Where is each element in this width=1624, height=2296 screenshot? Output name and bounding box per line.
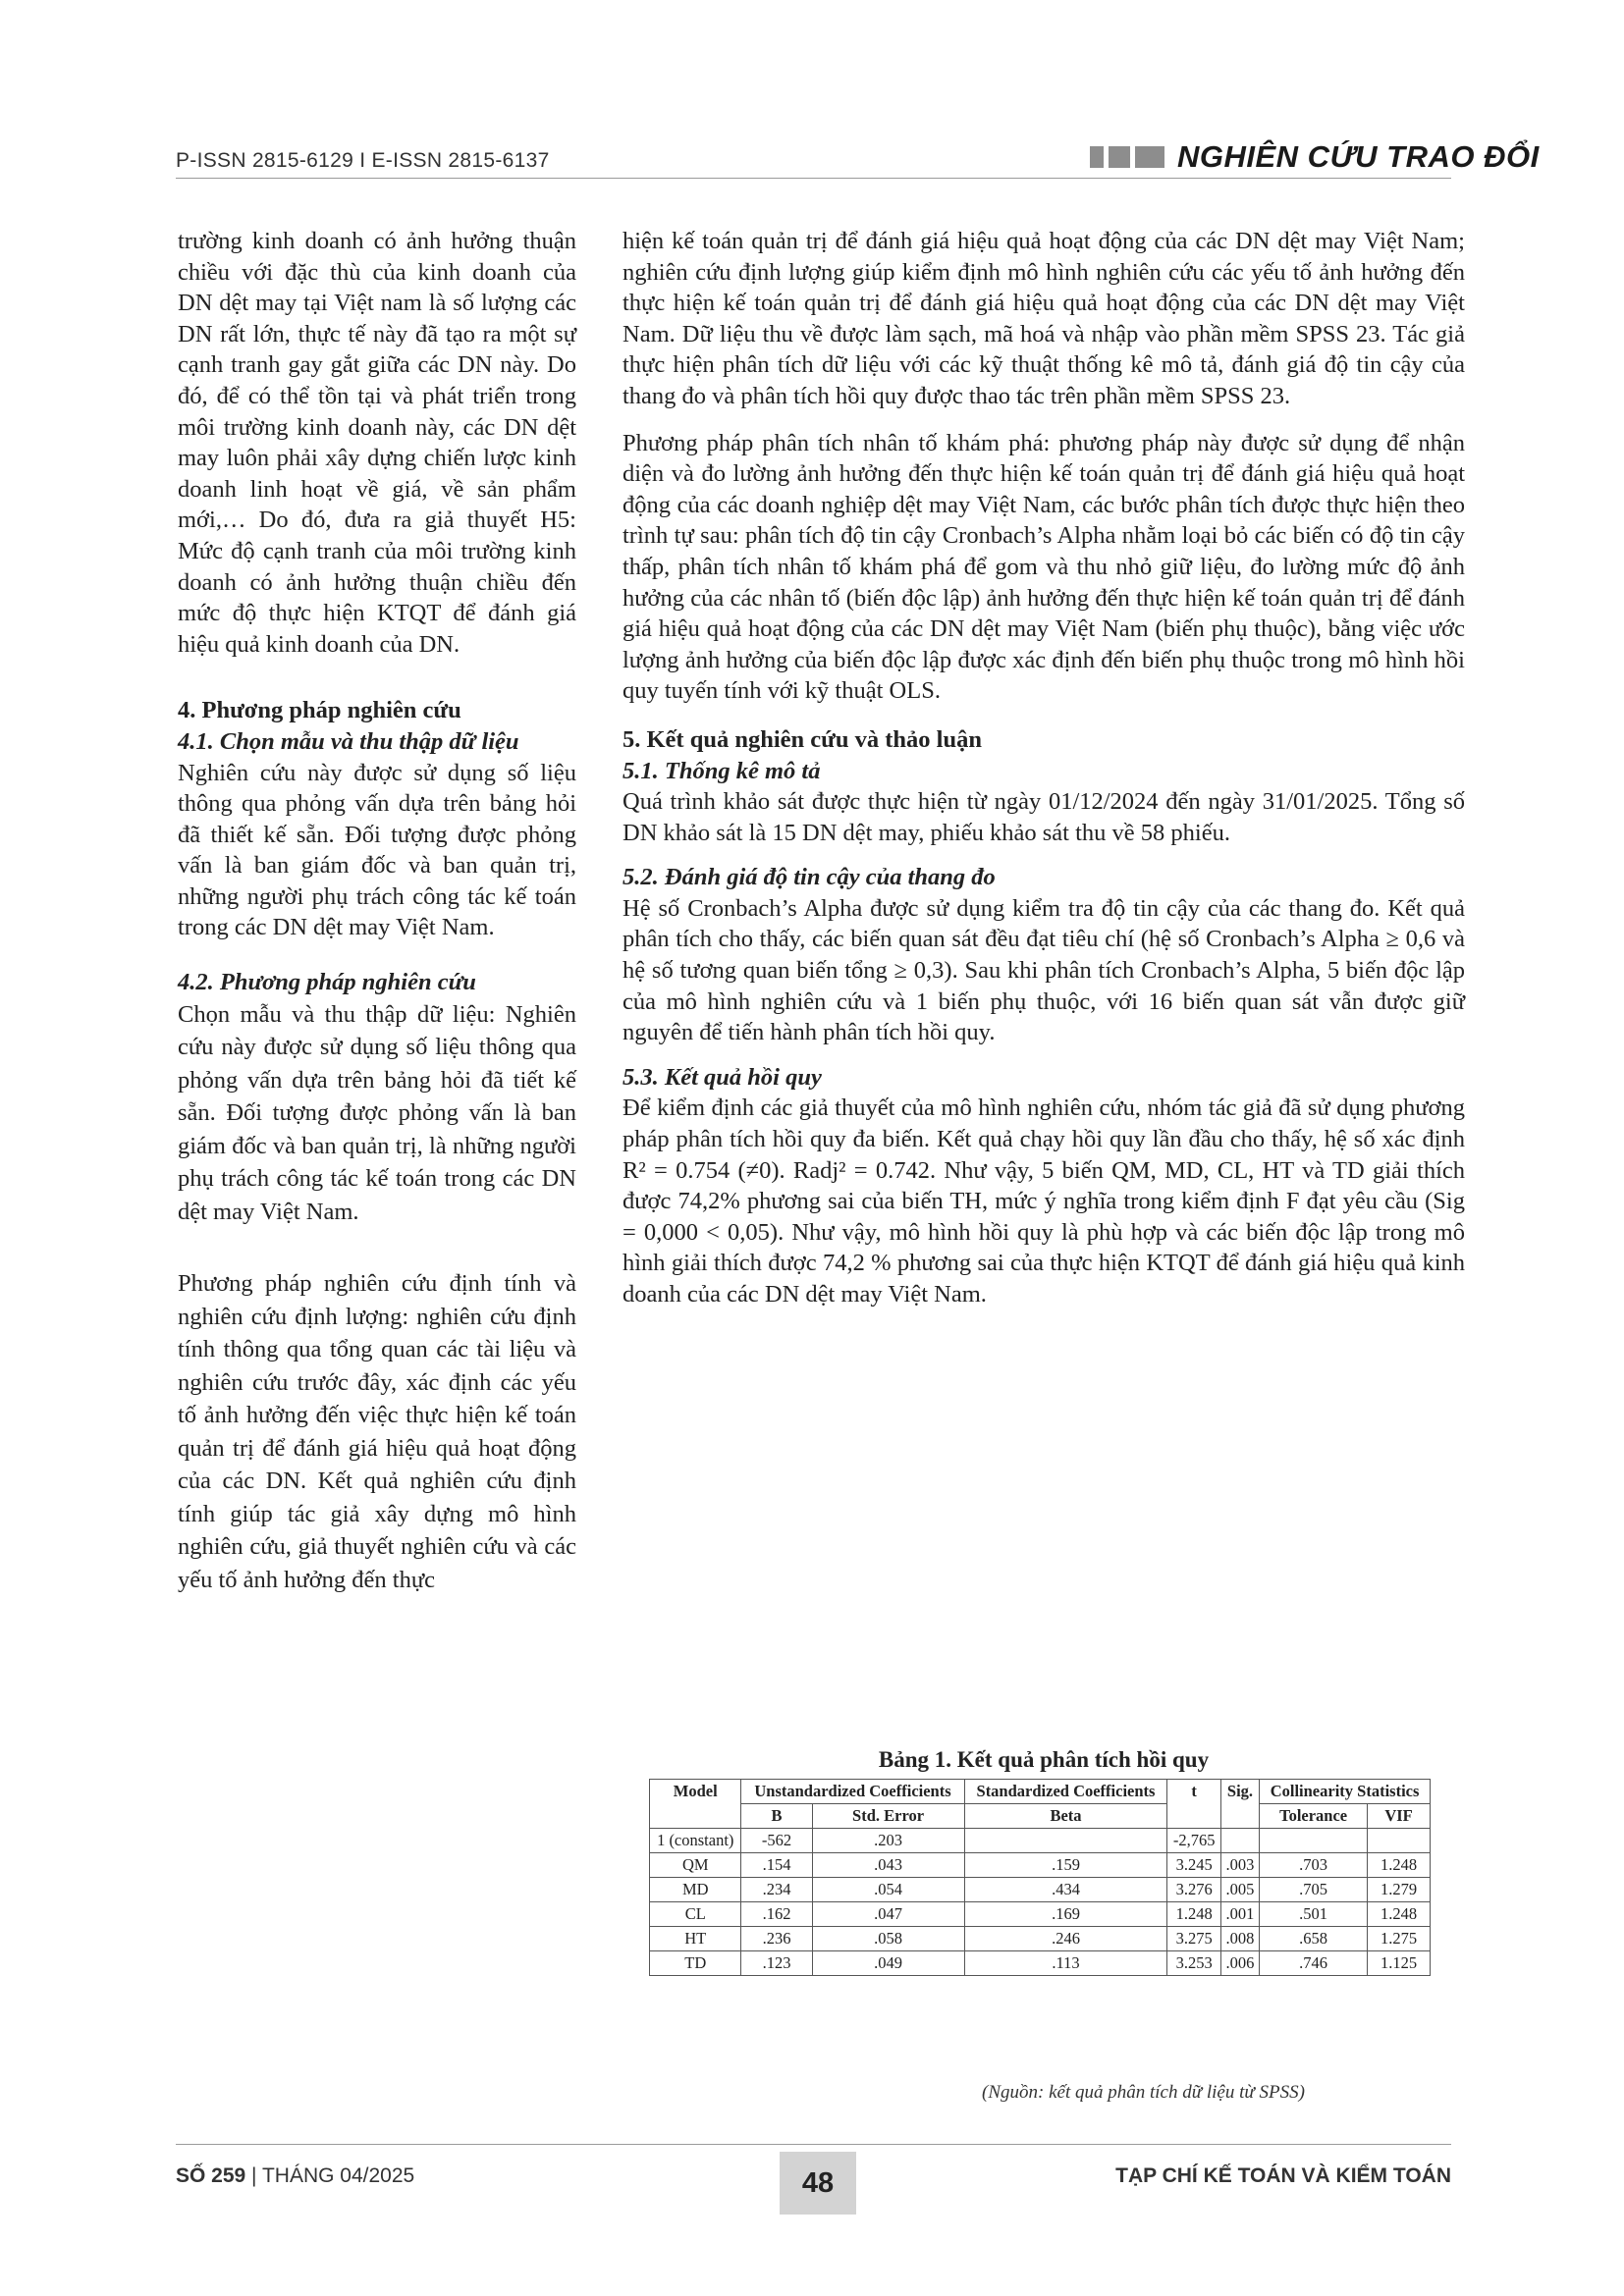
cell-sig — [1220, 1829, 1259, 1853]
section-heading-4: 4. Phương pháp nghiên cứu — [178, 697, 461, 724]
cell-vif: 1.275 — [1368, 1927, 1431, 1951]
header-b: B — [741, 1804, 812, 1829]
cell-std-error: .047 — [812, 1902, 964, 1927]
cell-beta — [964, 1829, 1167, 1853]
header-bar-decor — [1109, 146, 1130, 168]
cell-vif — [1368, 1829, 1431, 1853]
section-heading-5: 5. Kết quả nghiên cứu và thảo luận — [623, 725, 982, 753]
subsection-heading-5-3: 5.3. Kết quả hồi quy — [623, 1063, 822, 1091]
cell-tolerance: .703 — [1260, 1853, 1368, 1878]
cell-tolerance: .501 — [1260, 1902, 1368, 1927]
footer-divider — [176, 2144, 1451, 2145]
cell-beta: .159 — [964, 1853, 1167, 1878]
cell-vif: 1.279 — [1368, 1878, 1431, 1902]
cell-tolerance: .658 — [1260, 1927, 1368, 1951]
regression-table — [649, 1779, 1431, 1976]
cell-b: .162 — [741, 1902, 812, 1927]
table-row — [650, 1853, 1431, 1878]
cell-t: 3.245 — [1167, 1853, 1220, 1878]
cell-tolerance: .705 — [1260, 1878, 1368, 1902]
header-vif: VIF — [1368, 1804, 1431, 1829]
header-std-error: Std. Error — [812, 1804, 964, 1829]
table-row — [650, 1902, 1431, 1927]
cell-std-error: .043 — [812, 1853, 964, 1878]
header-sig: Sig. — [1220, 1780, 1259, 1829]
header-standardized: Standardized Coefficients — [964, 1780, 1167, 1804]
issn-line: P-ISSN 2815-6129 I E-ISSN 2815-6137 — [176, 149, 550, 172]
right-column — [623, 226, 1465, 1310]
cell-beta: .169 — [964, 1902, 1167, 1927]
header-bar-decor — [1135, 146, 1164, 168]
cell-tolerance: .746 — [1260, 1951, 1368, 1976]
cell-b: .236 — [741, 1927, 812, 1951]
paragraph: Phương pháp phân tích nhân tố khám phá: phương pháp này được sử dụng để nhận diện và đo lường ảnh hưởng đến thực hiện kế toán quản trị để đánh giá hiệu quả hoạt động của các doanh nghiệp dệt may Việt Nam, các bước phân tích được thực hiện theo trình tự sau: phân tích độ tin cậy Cronbach’s Alpha nhằm loại bỏ các biến có độ tin cậy thấp, phân tích nhân tố khám phá để gom và thu nhỏ giữ liệu, đo lường mức độ ảnh hưởng của các nhân tố (biến độc lập) ảnh hưởng đến thực hiện kế toán quản trị để đánh giá hiệu quả hoạt động của các DN dệt may Việt Nam (biến phụ thuộc), bằng việc ước lượng ảnh hưởng của biến độc lập được xác định đến biến phụ thuộc trong mô hình hồi quy tuyến tính với kỹ thuật OLS. — [623, 429, 1465, 705]
cell-vif: 1.248 — [1368, 1853, 1431, 1878]
cell-std-error: .058 — [812, 1927, 964, 1951]
cell-model: QM — [650, 1853, 741, 1878]
header-beta: Beta — [964, 1804, 1167, 1829]
section-title: NGHIÊN CỨU TRAO ĐỔI — [1177, 139, 1540, 174]
cell-vif: 1.125 — [1368, 1951, 1431, 1976]
section-header — [1090, 137, 1540, 177]
table-source: (Nguồn: kết quả phân tích dữ liệu từ SPSS) — [982, 2082, 1305, 2103]
cell-beta: .246 — [964, 1927, 1167, 1951]
cell-model: TD — [650, 1951, 741, 1976]
subsection-heading-5-1: 5.1. Thống kê mô tả — [623, 757, 821, 784]
issue-number: SỐ 259 — [176, 2164, 246, 2187]
header-t: t — [1167, 1780, 1220, 1829]
footer-issue — [176, 2164, 414, 2188]
cell-b: .234 — [741, 1878, 812, 1902]
cell-t: 3.276 — [1167, 1878, 1220, 1902]
cell-sig: .003 — [1220, 1853, 1259, 1878]
left-column — [178, 226, 576, 1596]
cell-std-error: .049 — [812, 1951, 964, 1976]
paragraph: trường kinh doanh có ảnh hưởng thuận chiều với đặc thù của kinh doanh của DN dệt may tại Việt nam là số lượng các DN rất lớn, thực tế này đã tạo ra một sự cạnh tranh gay gắt giữa các DN này. Do đó, để có thể tồn tại và phát triển trong môi trường kinh doanh này, các DN dệt may luôn phải xây dựng chiến lược kinh doanh linh hoạt về giá, về sản phẩm mới,… Do đó, đưa ra giả thuyết H5: Mức độ cạnh tranh của môi trường kinh doanh có ảnh hưởng thuận chiều đến mức độ thực hiện KTQT để đánh giá hiệu quả kinh doanh của DN. — [178, 228, 576, 658]
cell-model: CL — [650, 1902, 741, 1927]
paragraph: Quá trình khảo sát được thực hiện từ ngày 01/12/2024 đến ngày 31/01/2025. Tổng số DN khảo sát là 15 DN dệt may, phiếu khảo sát thu về 58 phiếu. — [623, 788, 1465, 846]
paragraph: hiện kế toán quản trị để đánh giá hiệu quả hoạt động của các DN dệt may Việt Nam; nghiên cứu định lượng giúp kiểm định mô hình nghiên cứu các yếu tố ảnh hưởng đến thực hiện kế toán quản trị để đánh giá hiệu quả hoạt động của các DN dệt may Việt Nam. Dữ liệu thu về được làm sạch, mã hoá và nhập vào phần mềm SPSS 23. Tác giả thực hiện phân tích dữ liệu với các kỹ thuật thống kê mô tả, đánh giá độ tin cậy của thang đo và phân tích hồi quy được thao tác trên phần mềm SPSS 23. — [623, 228, 1465, 409]
cell-beta: .113 — [964, 1951, 1167, 1976]
header-divider — [176, 178, 1451, 179]
header-unstandardized: Unstandardized Coefficients — [741, 1780, 964, 1804]
table-row — [650, 1951, 1431, 1976]
paragraph: Phương pháp nghiên cứu định tính và nghiên cứu định lượng: nghiên cứu định tính thông qua tổng quan các tài liệu và nghiên cứu trước đây, xác định các yếu tố ảnh hưởng đến việc thực hiện kế toán quản trị để đánh giá hiệu quả hoạt động của các DN. Kết quả nghiên cứu định tính giúp tác giả xây dựng mô hình nghiên cứu, giả thuyết nghiên cứu và các yếu tố ảnh hưởng đến thực — [178, 1270, 576, 1593]
header-collinearity: Collinearity Statistics — [1260, 1780, 1431, 1804]
cell-std-error: .203 — [812, 1829, 964, 1853]
paragraph: Hệ số Cronbach’s Alpha được sử dụng kiểm tra độ tin cậy của các thang đo. Kết quả phân tích cho thấy, các biến quan sát đều đạt tiêu chí (hệ số Cronbach’s Alpha ≥ 0,6 và hệ số tương quan biến tổng ≥ 0,3). Sau khi phân tích Cronbach’s Alpha, 5 biến độc lập của mô hình nghiên cứu và 1 biến phụ thuộc, với 16 biến quan sát vẫn được giữ nguyên để tiến hành phân tích hồi quy. — [623, 894, 1465, 1046]
subsection-heading-5-2: 5.2. Đánh giá độ tin cậy của thang đo — [623, 864, 996, 891]
cell-model: 1 (constant) — [650, 1829, 741, 1853]
cell-b: .154 — [741, 1853, 812, 1878]
table-row — [650, 1878, 1431, 1902]
paragraph: Chọn mẫu và thu thập dữ liệu: Nghiên cứu này được sử dụng số liệu thông qua phỏng vấn dựa trên bảng hỏi đã tiết kế sẵn. Đối tượng được phỏng vấn là ban giám đốc và ban quản trị, là những người phụ trách công tác kế toán trong các DN dệt may Việt Nam. — [178, 1000, 576, 1225]
cell-sig: .001 — [1220, 1902, 1259, 1927]
cell-t: 3.253 — [1167, 1951, 1220, 1976]
header-model: Model — [650, 1780, 741, 1829]
table-title: Bảng 1. Kết quả phân tích hồi quy — [878, 1747, 1210, 1772]
table-row — [650, 1829, 1431, 1853]
cell-t: 1.248 — [1167, 1902, 1220, 1927]
cell-std-error: .054 — [812, 1878, 964, 1902]
issue-month: | THÁNG 04/2025 — [245, 2164, 415, 2187]
table-row — [650, 1927, 1431, 1951]
cell-beta: .434 — [964, 1878, 1167, 1902]
paragraph: Nghiên cứu này được sử dụng số liệu thông qua phỏng vấn dựa trên bảng hỏi đã thiết kế sẵn. Đối tượng được phỏng vấn là ban giám đốc và ban quản trị, những người phụ trách công tác kế toán trong các DN dệt may Việt Nam. — [178, 759, 576, 941]
cell-sig: .008 — [1220, 1927, 1259, 1951]
subsection-heading-4-1: 4.1. Chọn mẫu và thu thập dữ liệu — [178, 727, 519, 755]
paragraph: Để kiểm định các giả thuyết của mô hình nghiên cứu, nhóm tác giả đã sử dụng phương pháp phân tích hồi quy đa biến. Kết quả chạy hồi quy lần đầu cho thấy, hệ số xác định R² = 0.754 (≠0). Radj² = 0.742. Như vậy, 5 biến QM, MD, CL, HT và TD giải thích được 74,2% phương sai của biến TH, mức ý nghĩa trong kiểm định F đạt yêu cầu (Sig = 0,000 < 0,05). Như vậy, mô hình hồi quy là phù hợp và các biến độc lập trong mô hình giải thích được 74,2 % phương sai của thực hiện KTQT để đánh giá hiệu quả kinh doanh của các DN dệt may Việt Nam. — [623, 1095, 1465, 1308]
cell-b: -562 — [741, 1829, 812, 1853]
cell-model: MD — [650, 1878, 741, 1902]
cell-b: .123 — [741, 1951, 812, 1976]
header-bar-decor — [1090, 146, 1104, 168]
subsection-heading-4-2: 4.2. Phương pháp nghiên cứu — [178, 969, 476, 996]
cell-t: -2,765 — [1167, 1829, 1220, 1853]
journal-name: TẠP CHÍ KẾ TOÁN VÀ KIỂM TOÁN — [1115, 2164, 1451, 2187]
cell-vif: 1.248 — [1368, 1902, 1431, 1927]
header-tolerance: Tolerance — [1260, 1804, 1368, 1829]
cell-sig: .005 — [1220, 1878, 1259, 1902]
cell-t: 3.275 — [1167, 1927, 1220, 1951]
cell-sig: .006 — [1220, 1951, 1259, 1976]
page-number: 48 — [780, 2152, 856, 2215]
cell-model: HT — [650, 1927, 741, 1951]
cell-tolerance — [1260, 1829, 1368, 1853]
